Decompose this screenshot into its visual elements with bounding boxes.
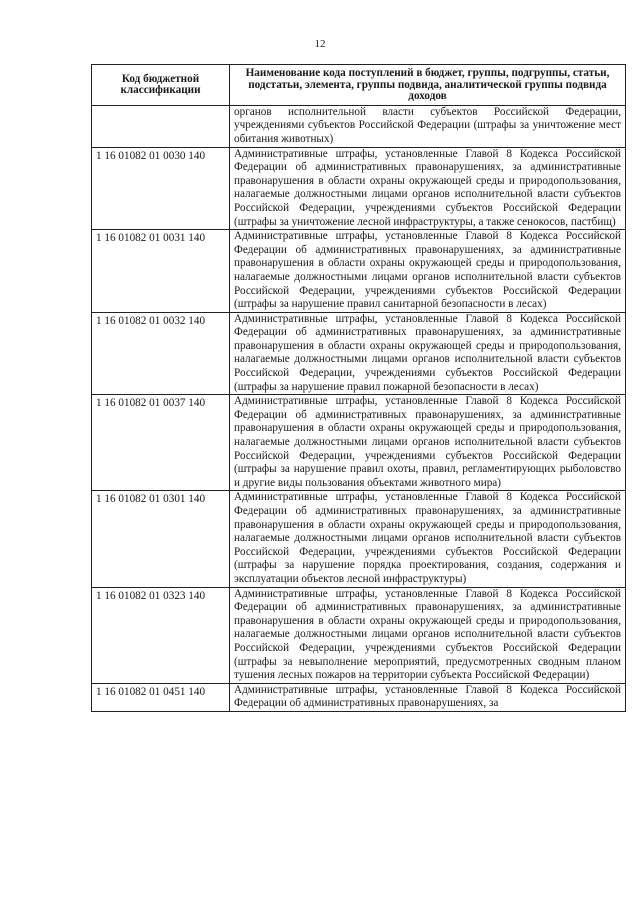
budget-code-table-container — [91, 64, 625, 712]
table-row — [92, 683, 626, 711]
table-row — [92, 312, 626, 395]
code-description-cell: Административные штрафы, установленные Главой 8 Кодекса Российской Федерации об административных правонарушениях, за административные правонарушения в области охраны окружающей среды и природопользования, налагаемые должностными лицами органов исполнительной власти субъектов Российской Федерации, учреждениями субъектов Российской Федерации (штрафы за нарушение правил охоты, правил, регламентирующих рыболовство и другие виды пользования объектами животного мира) — [230, 395, 626, 491]
budget-code-cell: 1 16 01082 01 0037 140 — [92, 395, 230, 491]
column-header-name: Наименование кода поступлений в бюджет, группы, подгруппы, статьи, подстатьи, элемента, группы подвида, аналитической группы подвида доходов — [230, 65, 626, 106]
table-row — [92, 395, 626, 491]
code-description-cell: Административные штрафы, установленные Главой 8 Кодекса Российской Федерации об административных правонарушениях, за административные правонарушения в области охраны окружающей среды и природопользования, налагаемые должностными лицами органов исполнительной власти субъектов Российской Федерации, учреждениями субъектов Российской Федерации (штрафы за нарушение правил санитарной безопасности в лесах) — [230, 230, 626, 313]
column-header-code: Код бюджетной классификации — [92, 65, 230, 106]
budget-code-cell: 1 16 01082 01 0032 140 — [92, 312, 230, 395]
table-row — [92, 230, 626, 313]
budget-code-cell: 1 16 01082 01 0031 140 — [92, 230, 230, 313]
code-description-cell: Административные штрафы, установленные Главой 8 Кодекса Российской Федерации об административных правонарушениях, за административные правонарушения в области охраны окружающей среды и природопользования, налагаемые должностными лицами органов исполнительной власти субъектов Российской Федерации, учреждениями субъектов Российской Федерации (штрафы за уничтожение лесной инфраструктуры, а также сенокосов, пастбищ) — [230, 147, 626, 230]
budget-code-cell: 1 16 01082 01 0030 140 — [92, 147, 230, 230]
code-description-cell: Административные штрафы, установленные Главой 8 Кодекса Российской Федерации об административных правонарушениях, за административные правонарушения в области охраны окружающей среды и природопользования, налагаемые должностными лицами органов исполнительной власти субъектов Российской Федерации, учреждениями субъектов Российской Федерации (штрафы за невыполнение мероприятий, предусмотренных сводным планом тушения лесных пожаров на территории субъекта Российской Федерации) — [230, 587, 626, 683]
table-row — [92, 147, 626, 230]
budget-code-cell: 1 16 01082 01 0323 140 — [92, 587, 230, 683]
table-header-row — [92, 65, 626, 106]
table-row — [92, 491, 626, 587]
code-description-cell: органов исполнительной власти субъектов Российской Федерации, учреждениями субъектов Российской Федерации (штрафы за уничтожение мест обитания животных) — [230, 105, 626, 147]
code-description-cell: Административные штрафы, установленные Главой 8 Кодекса Российской Федерации об административных правонарушениях, за административные правонарушения в области охраны окружающей среды и природопользования, налагаемые должностными лицами органов исполнительной власти субъектов Российской Федерации, учреждениями субъектов Российской Федерации (штрафы за нарушение правил пожарной безопасности в лесах) — [230, 312, 626, 395]
budget-code-cell — [92, 105, 230, 147]
table-row — [92, 587, 626, 683]
budget-code-table — [91, 64, 626, 712]
code-description-cell: Административные штрафы, установленные Главой 8 Кодекса Российской Федерации об административных правонарушениях, за административные правонарушения в области охраны окружающей среды и природопользования, налагаемые должностными лицами органов исполнительной власти субъектов Российской Федерации, учреждениями субъектов Российской Федерации (штрафы за нарушение порядка проектирования, создания, содержания и эксплуатации объектов лесной инфраструктуры) — [230, 491, 626, 587]
table-row — [92, 105, 626, 147]
budget-code-cell: 1 16 01082 01 0451 140 — [92, 683, 230, 711]
code-description-cell: Административные штрафы, установленные Главой 8 Кодекса Российской Федерации об административных правонарушениях, за — [230, 683, 626, 711]
page-number: 12 — [314, 38, 326, 50]
budget-code-cell: 1 16 01082 01 0301 140 — [92, 491, 230, 587]
